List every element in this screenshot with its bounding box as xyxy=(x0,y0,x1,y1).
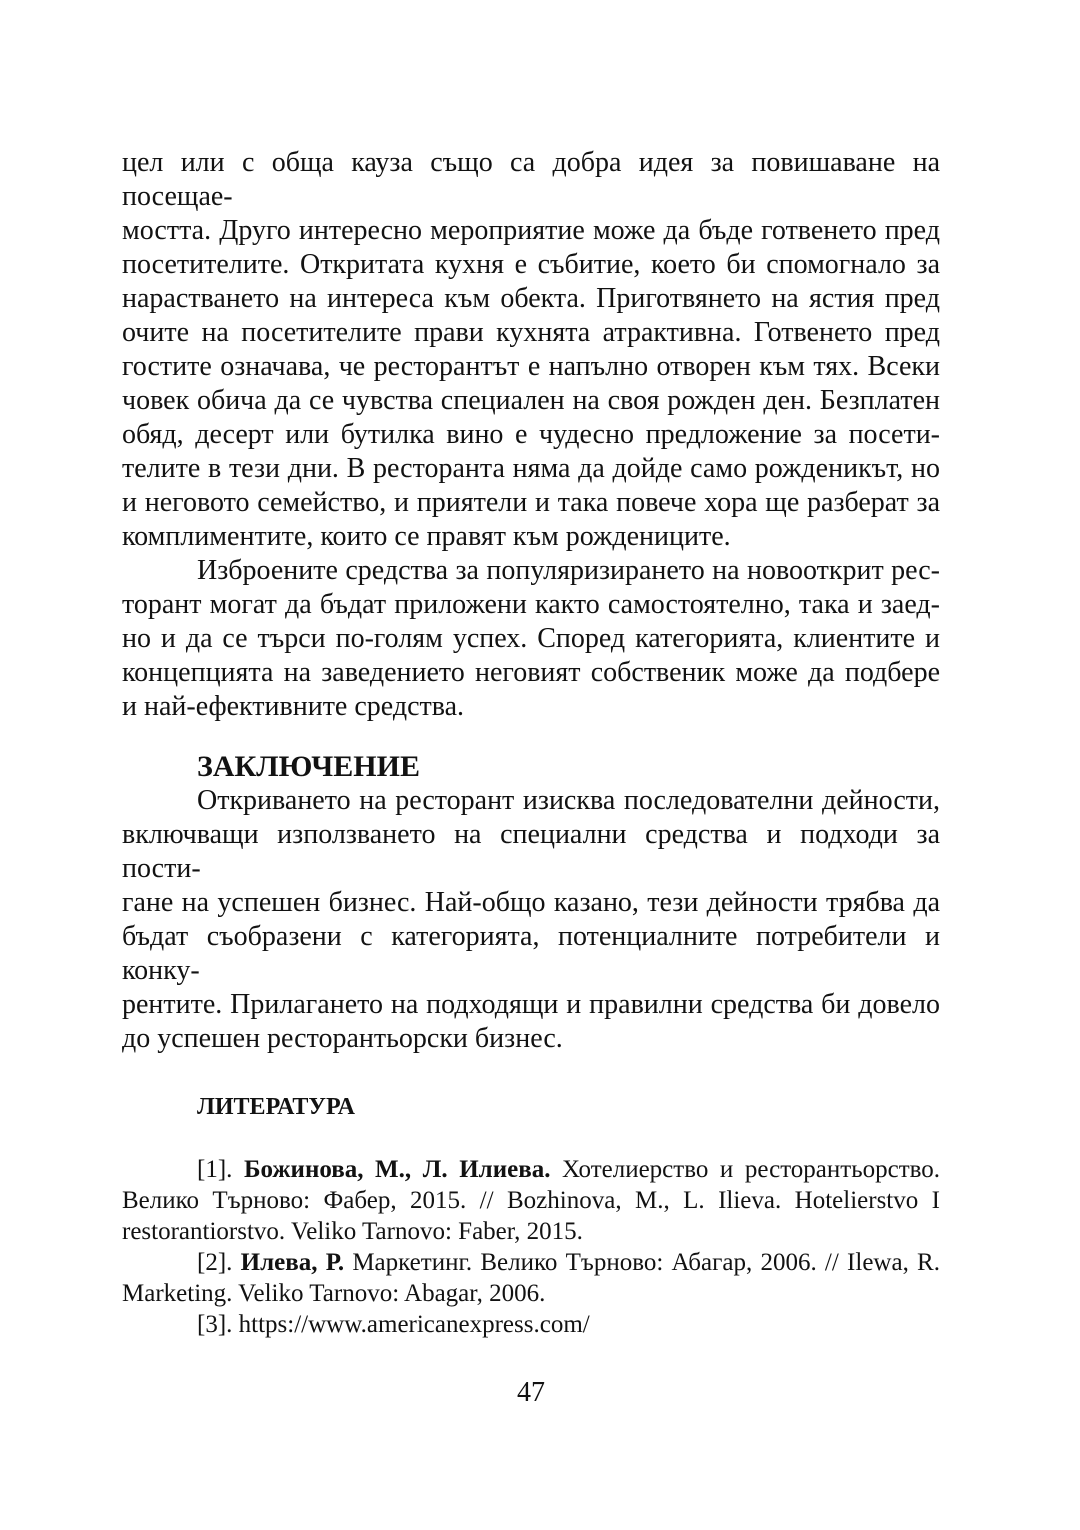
text-segment: Откриването на ресторант изисква последователни дейности, xyxy=(197,785,940,816)
reference-author-bold: Божинова, М., Л. Илиева. xyxy=(244,1156,551,1183)
text-segment: до успешен ресторантьорски бизнес. xyxy=(122,1023,563,1054)
text-segment: включващи използването на специални средства и подходи за пости- xyxy=(122,819,940,884)
text-line xyxy=(122,214,940,248)
text-segment: Изброените средства за популяризирането на новооткрит рес- xyxy=(197,555,940,586)
text-segment: [3]. https://www.americanexpress.com/ xyxy=(197,1311,590,1338)
text-segment: бъдат съобразени с категорията, потенциалните потребители и конку- xyxy=(122,921,940,986)
text-segment: Велико Търново: Фабер, 2015. // Bozhinova, M., L. Ilieva. Hotelierstvo I xyxy=(122,1187,940,1214)
text-segment: обяд, десерт или бутилка вино е чудесно предложение за посети- xyxy=(122,419,940,450)
text-segment: очите на посетителите прави кухнята атрактивна. Готвенето пред xyxy=(122,317,940,348)
text-line xyxy=(122,588,940,622)
text-line xyxy=(122,1309,940,1340)
text-line xyxy=(122,350,940,384)
text-segment: но и да се търси по-голям успех. Според категорията, клиентите и xyxy=(122,623,940,654)
text-segment: човек обича да се чувства специален на своя рожден ден. Безплатен xyxy=(122,385,940,416)
text-segment: Маркетинг. Велико Търново: Абагар, 2006. // Ilewa, R. xyxy=(344,1249,940,1276)
text-line xyxy=(122,1216,940,1247)
text-segment: гостите означава, че ресторантът е напълно отворен към тях. Всеки xyxy=(122,351,940,382)
text-line xyxy=(122,486,940,520)
reference-list xyxy=(122,1154,940,1340)
conclusion-paragraphs xyxy=(122,784,940,1056)
text-line xyxy=(122,1247,940,1278)
literature-heading: ЛИТЕРАТУРА xyxy=(197,1094,355,1120)
text-segment: restorantiorstvo. Veliko Tarnovo: Faber, 2015. xyxy=(122,1218,583,1245)
conclusion-heading: ЗАКЛЮЧЕНИЕ xyxy=(197,750,420,783)
text-block xyxy=(122,146,940,1340)
text-line xyxy=(122,316,940,350)
text-line xyxy=(122,520,940,554)
text-segment: и неговото семейство, и приятели и така повече хора ще разберат за xyxy=(122,487,940,518)
text-segment: комплиментите, които се правят към рождениците. xyxy=(122,521,731,552)
text-segment: Хотелиерство и ресторантьорство. xyxy=(550,1156,941,1183)
text-line xyxy=(122,1278,940,1309)
text-segment: телите в тези дни. В ресторанта няма да дойде само рожденикът, но xyxy=(122,453,940,484)
text-line xyxy=(122,554,940,588)
intro-paragraphs xyxy=(122,146,940,724)
text-line xyxy=(122,818,940,886)
page-number: 47 xyxy=(517,1377,545,1408)
text-line xyxy=(122,988,940,1022)
text-line xyxy=(122,622,940,656)
text-line xyxy=(122,886,940,920)
text-segment: гане на успешен бизнес. Най-общо казано, тези дейности трябва да xyxy=(122,887,940,918)
text-line xyxy=(122,1185,940,1216)
text-line xyxy=(122,146,940,214)
text-segment: концепцията на заведението неговият собственик може да подбере xyxy=(122,657,940,688)
text-line xyxy=(122,452,940,486)
text-line xyxy=(122,784,940,818)
text-segment: цел или с обща кауза също са добра идея за повишаване на посещае- xyxy=(122,147,940,212)
text-line xyxy=(122,282,940,316)
text-line xyxy=(122,1154,940,1185)
text-line xyxy=(122,1022,940,1056)
text-segment: [1]. xyxy=(197,1156,244,1183)
text-segment: нарастването на интереса към обекта. Приготвянето на ястия пред xyxy=(122,283,940,314)
text-line xyxy=(122,656,940,690)
text-segment: посетителите. Откритата кухня е събитие, което би спомогнало за xyxy=(122,249,940,280)
text-line xyxy=(122,418,940,452)
text-segment: рентите. Прилагането на подходящи и правилни средства би довело xyxy=(122,989,940,1020)
text-line xyxy=(122,384,940,418)
text-line xyxy=(122,248,940,282)
text-line xyxy=(122,690,940,724)
text-segment: Marketing. Veliko Tarnovo: Abagar, 2006. xyxy=(122,1280,546,1307)
reference-author-bold: Илева, Р. xyxy=(240,1249,345,1276)
text-segment: торант могат да бъдат приложени както самостоятелно, така и заед- xyxy=(122,589,940,620)
text-line xyxy=(122,920,940,988)
text-segment: мостта. Друго интересно мероприятие може да бъде готвенето пред xyxy=(122,215,940,246)
text-segment: [2]. xyxy=(197,1249,241,1276)
text-segment: и най-ефективните средства. xyxy=(122,691,465,722)
